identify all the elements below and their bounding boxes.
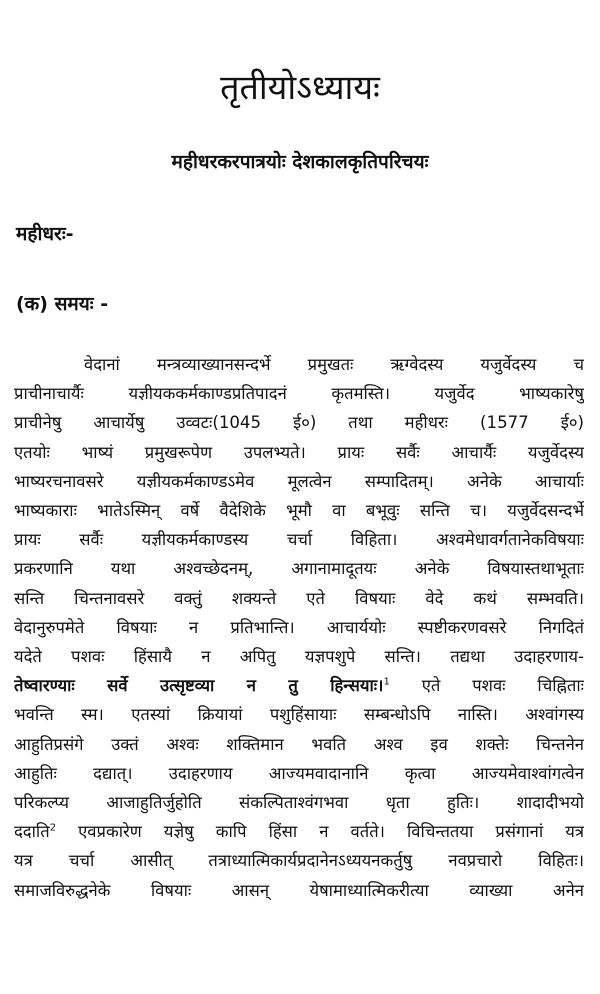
body-line: वेदानुरुपमेते विषयाः न प्रतिभान्ति। आचार्ययोः स्पष्टीकरणवसरे निगदितं [14,617,584,637]
body-line: सन्ति चिन्तनावसरे वक्तुं शक्यन्ते एते विषयाः वेदे कथं सम्भवति। [14,588,584,608]
body-line: यत्र चर्चा आसीत् तत्राध्यात्मिकार्यप्रदानेनऽध्ययनकर्तुषु नवप्रचारो विहितः। [14,851,584,871]
body-paragraph [14,350,584,905]
body-line: परिकल्प्य आजाहुतिर्जुहोति संकल्पिताश्वंगभवा धृता हुतिः। शादादीभयो [14,793,584,813]
body-line: प्रकरणानि यथा अश्वच्छेदनम्, अगानामादूतयः अनेके विषयास्तथाभूताः [14,559,584,579]
body-line-quote [14,671,584,700]
subheading-mahidhara: महीधरः- [16,223,74,245]
body-line: आहुतिप्रसंगे उक्तं अश्वः शक्तिमान भवति अश्व इव शक्तेः चिन्तनेन [14,734,584,754]
body-line: भवन्ति स्म। एतस्यां क्रियायां पशुहिंसायाः सम्बन्धोऽपि नास्ति। अश्वांगस्य [14,705,584,725]
body-line: एतयोः भाष्यं प्रमुखरूपेण उपलभ्यते। प्रायः सर्वैः आचार्यैः यजुर्वेदस्य [14,442,584,462]
body-line: समाजविरुद्धनेके विषयाः आसन् येषामाध्यात्मिकरीत्या व्याख्या अनेन [14,880,584,900]
body-line-tail: एते पशवः चिह्निताः [421,676,584,696]
body-line-tail: एवप्रकारेण यज्ञेषु कापि हिंसा न वर्तते। विचिन्ततया प्रसंगानां यत्र [78,822,584,842]
body-line: भाष्यरचनावसरे यज्ञीयकर्मकाण्डऽमेव मूलत्वेन सम्पादितम्। अनेके आचार्याः [14,471,584,491]
body-line: वेदानां मन्त्रव्याख्यानसन्दर्भे प्रमुखतः ऋग्वेदस्य यजुर्वेदस्य च [84,355,584,374]
section-title: महीधरकरपात्रयोः देशकालकृतिपरिचयः [171,151,429,173]
chapter-title: तृतीयोऽध्यायः [220,68,380,108]
subheading-samaya: (क) समयः - [16,293,109,315]
body-line: प्रायः सर्वैः यज्ञीयकर्मकाण्डस्य चर्चा विहिता। अश्वमेधावर्गतानेकविषयाः [14,530,584,550]
dadati-word: ददाति [14,822,50,842]
body-line: आहुतिः दद्यात्। उदाहरणाय आज्यमवादानानि कृत्वा आज्यमेवाश्वांगत्वेन [14,763,584,783]
body-line: यदेते पशवः हिंसायै न अपितु यज्ञपशुपे सन्ति। तद्यथा उदाहरणाय- [14,647,584,667]
body-line: प्राचीनेषु आचार्येषु उव्वटः(1045 ई०) तथा महीधरः (1577 ई०) [14,413,584,433]
footnote-marker: 2 [49,822,57,834]
footnote-marker: 1 [383,676,390,688]
quote-bold: तेष्वारण्याः सर्वे उत्सृष्टव्या न तु हिन्सयाः। [14,676,384,696]
body-line: भाष्यकाराः भातेऽस्मिन् वर्षे वैदेशिके भूमौ वा बभूवुः सन्ति च। यजुर्वेदसन्दर्भे [14,501,584,521]
body-line: प्राचीनाचार्यैः यज्ञीयककर्मकाण्डप्रतिपादनं कृतमस्ति। यजुर्वेद भाष्यकारेषु [14,384,584,404]
body-line-dadati [14,817,584,846]
